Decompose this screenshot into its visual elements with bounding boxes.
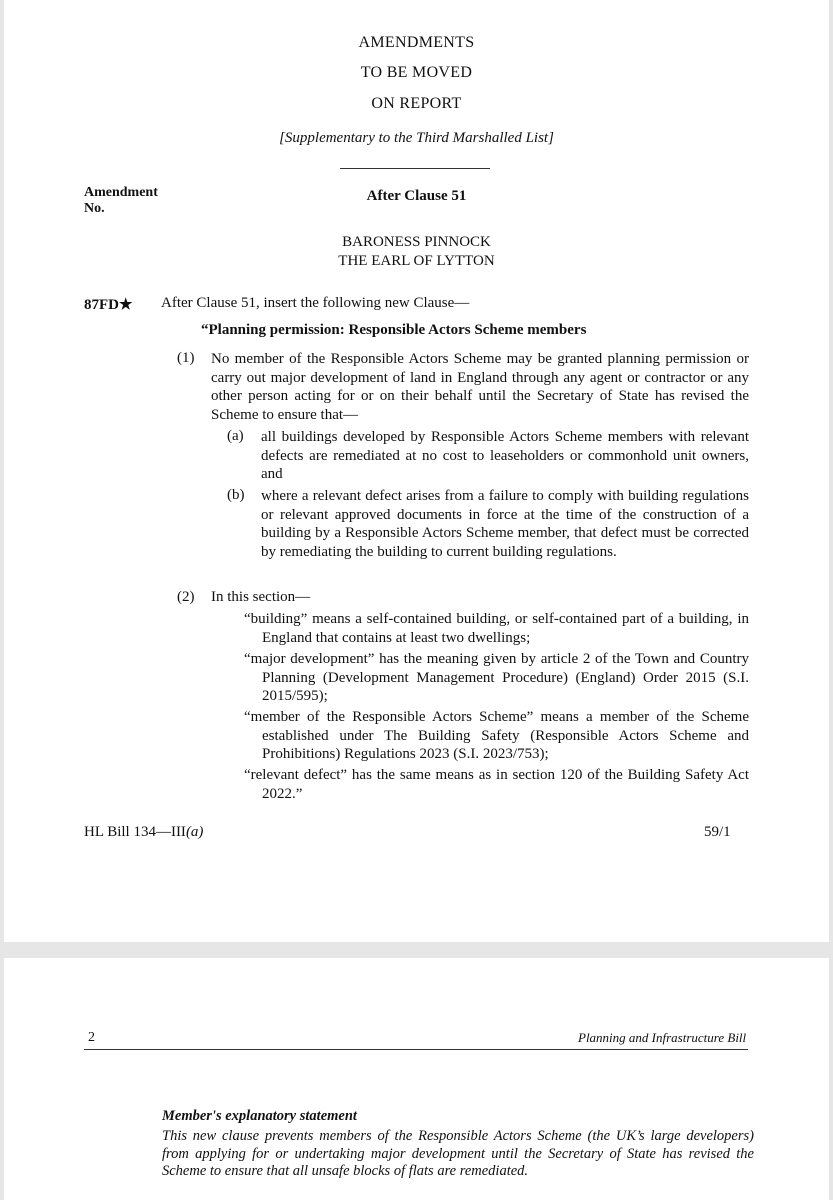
subsection-1-text: No member of the Responsible Actors Scheme may be granted planning permission or carry out major development of land in England through any agent or contractor or any other person acting for or on their behalf until the Secretary of State has revised the Scheme to ensure that— — [211, 351, 749, 423]
subsection-1-number: (1) — [177, 350, 195, 366]
amendment-label-text: Amendment — [84, 185, 158, 200]
new-clause-title: “Planning permission: Responsible Actors Scheme members — [201, 322, 587, 338]
paragraph-b-number: (b) — [227, 487, 245, 503]
subsection-2-text: In this section— — [211, 589, 311, 605]
definition-member: “member of the Responsible Actors Scheme” means a member of the Scheme established under The Building Safety (Responsible Actors Scheme and Prohibitions) Regulations 2023 (S.I. 2023/753); — [244, 709, 749, 762]
paragraph-b-text: where a relevant defect arises from a failure to comply with building regulations or relevant approved documents in force at the time of the construction of a building by a Responsible Actors Scheme member, that defect must be corrected by remediating the building to current building regulations. — [261, 488, 749, 560]
sponsor-1: BARONESS PINNOCK — [342, 234, 491, 250]
header-rule — [84, 1049, 748, 1050]
footer-bill-reference — [84, 824, 203, 841]
heading-line-2: TO BE MOVED — [360, 64, 473, 81]
clause-heading: After Clause 51 — [366, 188, 467, 204]
heading-line-1: AMENDMENTS — [358, 34, 475, 51]
statement-heading: Member's explanatory statement — [162, 1108, 357, 1124]
amendment-instruction: After Clause 51, insert the following new Clause— — [161, 295, 470, 311]
footer-bill-text: HL Bill 134—III — [84, 824, 186, 840]
paragraph-a-text: all buildings developed by Responsible Actors Scheme members with relevant defects are remediated at no cost to leaseholders or commonhold unit owners, and — [261, 429, 749, 482]
footer-bill-suffix: (a) — [185, 824, 204, 840]
running-title: Planning and Infrastructure Bill — [578, 1030, 747, 1045]
footer-page-code: 59/1 — [704, 824, 731, 840]
definition-relevant-defect: “relevant defect” has the same means as in section 120 of the Building Safety Act 2022.” — [244, 767, 749, 802]
statement-text: This new clause prevents members of the Responsible Actors Scheme (the UK’s large developers) from applying for or undertaking major development until the Secretary of State has revised the Scheme to ensure that all unsafe blocks of flats are remediated. — [162, 1128, 754, 1179]
heading-line-3: ON REPORT — [371, 95, 462, 112]
title-divider — [340, 168, 490, 169]
subsection-2-number: (2) — [177, 589, 195, 605]
supplementary-note: [Supplementary to the Third Marshalled List] — [279, 130, 554, 146]
page-number: 2 — [88, 1030, 95, 1045]
paragraph-a-number: (a) — [227, 428, 244, 444]
definition-building: “building” means a self-contained building, or self-contained part of a building, in England that contains at least two dwellings; — [244, 611, 749, 646]
definition-major-development: “major development” has the meaning given by article 2 of the Town and Country Planning (Development Management Procedure) (England) Order 2015 (S.I. 2015/595); — [244, 651, 749, 704]
no-label-text: No. — [84, 201, 105, 216]
sponsor-2: THE EARL OF LYTTON — [338, 253, 495, 269]
amendment-number: 87FD★ — [84, 297, 133, 313]
